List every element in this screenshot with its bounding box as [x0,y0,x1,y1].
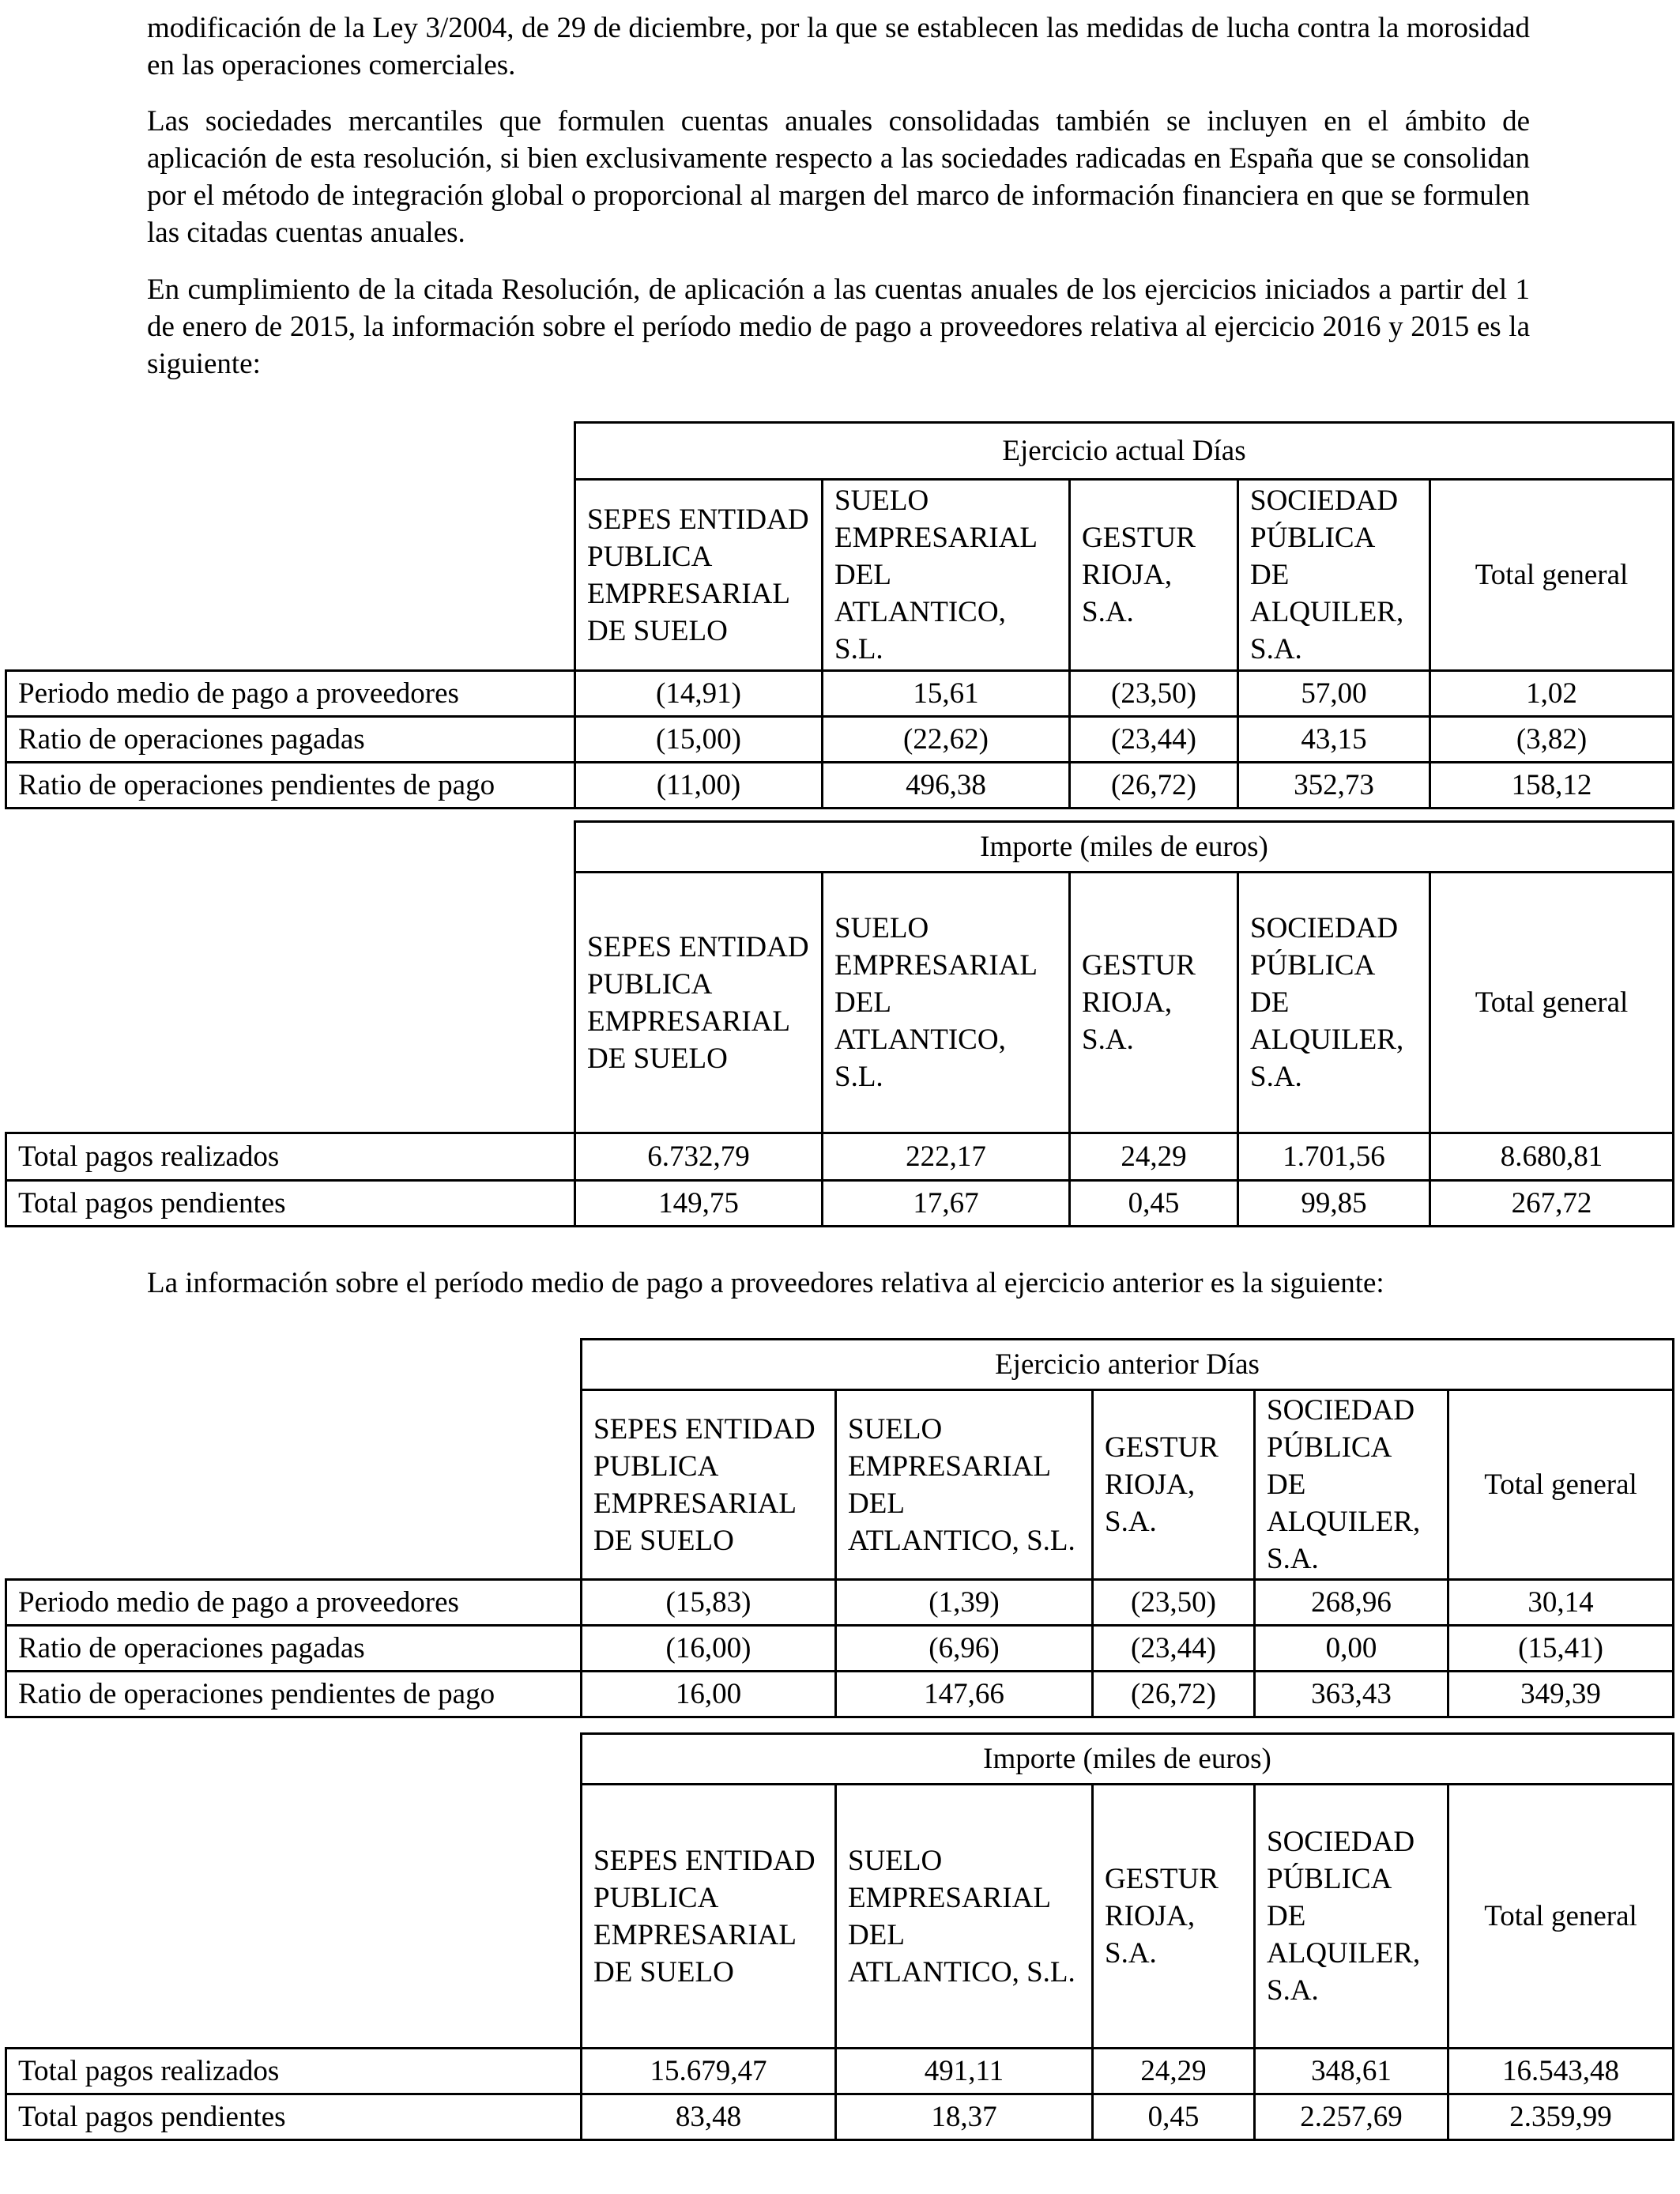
cell-value: 222,17 [823,1133,1070,1181]
cell-value: 0,45 [1070,1181,1238,1227]
column-header: GESTUR RIOJA, S.A. [1070,873,1238,1133]
table-row [6,2094,1674,2140]
cell-value: 15,61 [823,671,1070,717]
row-label: Total pagos pendientes [6,1181,575,1227]
column-header: GESTUR RIOJA, S.A. [1093,1785,1255,2049]
cell-value: (26,72) [1070,763,1238,809]
column-header: Total general [1448,1390,1674,1580]
cell-value: (14,91) [575,671,823,717]
column-header: SEPES ENTIDAD PUBLICA EMPRESARIAL DE SUELO [582,1390,836,1580]
cell-value: 2.257,69 [1255,2094,1448,2140]
cell-value: 8.680,81 [1430,1133,1674,1181]
table-row [6,671,1674,717]
row-label: Periodo medio de pago a proveedores [6,1580,582,1626]
cell-value: 17,67 [823,1181,1070,1227]
paragraph-compliance: En cumplimiento de la citada Resolución, de aplicación a las cuentas anuales de los ejercicios iniciados a partir del 1 de enero de 2015, la información sobre el período medio de pago a proveedores relativa al ejercicio 2016 y 2015 es la siguiente: [147,273,1530,380]
cell-value: 16.543,48 [1448,2049,1674,2094]
cell-value: (22,62) [823,717,1070,763]
table-row [6,763,1674,809]
cell-value: 0,45 [1093,2094,1255,2140]
cell-value: (15,41) [1448,1626,1674,1672]
column-header: SUELO EMPRESARIAL DEL ATLANTICO, S.L. [836,1390,1093,1580]
cell-value: 57,00 [1238,671,1430,717]
cell-value: 348,61 [1255,2049,1448,2094]
cell-value: 267,72 [1430,1181,1674,1227]
column-header: SEPES ENTIDAD PUBLICA EMPRESARIAL DE SUELO [575,873,823,1133]
cell-value: 24,29 [1070,1133,1238,1181]
column-header: GESTUR RIOJA, S.A. [1070,480,1238,671]
paragraph-intro: modificación de la Ley 3/2004, de 29 de diciembre, por la que se establecen las medidas de lucha contra la morosidad en las operaciones comerciales. [147,12,1530,81]
cell-value: 158,12 [1430,763,1674,809]
cell-value: 30,14 [1448,1580,1674,1626]
cell-value: 2.359,99 [1448,2094,1674,2140]
table-prior-amount [5,1732,1674,2141]
cell-value: 1,02 [1430,671,1674,717]
cell-value: 24,29 [1093,2049,1255,2094]
column-header: SOCIEDAD PÚBLICA DE ALQUILER, S.A. [1238,873,1430,1133]
cell-value: 268,96 [1255,1580,1448,1626]
cell-value: 352,73 [1238,763,1430,809]
cell-value: 83,48 [582,2094,836,2140]
table-prior-days [5,1338,1674,1718]
cell-value: 0,00 [1255,1626,1448,1672]
cell-value: 6.732,79 [575,1133,823,1181]
cell-value: (3,82) [1430,717,1674,763]
column-header: GESTUR RIOJA, S.A. [1093,1390,1255,1580]
cell-value: (23,50) [1093,1580,1255,1626]
table-title: Ejercicio actual Días [575,423,1674,480]
row-label: Ratio de operaciones pendientes de pago [6,1672,582,1717]
column-header: SOCIEDAD PÚBLICA DE ALQUILER, S.A. [1255,1785,1448,2049]
table-title: Importe (miles de euros) [575,822,1674,873]
paragraph-consolidated: Las sociedades mercantiles que formulen cuentas anuales consolidadas también se incluyen en el ámbito de aplicación de esta resolución, si bien exclusivamente respecto a las sociedades radicadas en España que se consolidan por el método de integración global o proporcional al margen del marco de información financiera en que se formulen las citadas cuentas anuales. [147,105,1530,249]
row-label: Ratio de operaciones pagadas [6,1626,582,1672]
cell-value: 43,15 [1238,717,1430,763]
cell-value: 149,75 [575,1181,823,1227]
cell-value: (6,96) [836,1626,1093,1672]
cell-value: 363,43 [1255,1672,1448,1717]
cell-value: 491,11 [836,2049,1093,2094]
column-header: Total general [1448,1785,1674,2049]
cell-value: (15,83) [582,1580,836,1626]
table-current-days [5,421,1674,809]
cell-value: (26,72) [1093,1672,1255,1717]
cell-value: 16,00 [582,1672,836,1717]
cell-value: 15.679,47 [582,2049,836,2094]
column-header: SUELO EMPRESARIAL DEL ATLANTICO, S.L. [836,1785,1093,2049]
cell-value: (23,50) [1070,671,1238,717]
row-label: Ratio de operaciones pagadas [6,717,575,763]
table-current-amount [5,820,1674,1227]
row-label: Total pagos pendientes [6,2094,582,2140]
cell-value: (1,39) [836,1580,1093,1626]
cell-value: 496,38 [823,763,1070,809]
row-label: Periodo medio de pago a proveedores [6,671,575,717]
table-row [6,2049,1674,2094]
column-header: SUELO EMPRESARIAL DEL ATLANTICO, S.L. [823,873,1070,1133]
table-row [6,717,1674,763]
cell-value: 349,39 [1448,1672,1674,1717]
cell-value: 18,37 [836,2094,1093,2140]
cell-value: 1.701,56 [1238,1133,1430,1181]
cell-value: 99,85 [1238,1181,1430,1227]
paragraph-prior-year: La información sobre el período medio de pago a proveedores relativa al ejercicio anterior es la siguiente: [147,1267,1384,1299]
table-title: Ejercicio anterior Días [582,1340,1674,1390]
row-label: Total pagos realizados [6,2049,582,2094]
table-row [6,1580,1674,1626]
cell-value: (16,00) [582,1626,836,1672]
cell-value: (15,00) [575,717,823,763]
cell-value: (11,00) [575,763,823,809]
column-header: SOCIEDAD PÚBLICA DE ALQUILER, S.A. [1238,480,1430,671]
cell-value: 147,66 [836,1672,1093,1717]
table-row [6,1133,1674,1181]
cell-value: (23,44) [1070,717,1238,763]
table-row [6,1672,1674,1717]
column-header: SEPES ENTIDAD PUBLICA EMPRESARIAL DE SUELO [582,1785,836,2049]
column-header: SUELO EMPRESARIAL DEL ATLANTICO, S.L. [823,480,1070,671]
column-header: Total general [1430,480,1674,671]
column-header: Total general [1430,873,1674,1133]
table-row [6,1626,1674,1672]
cell-value: (23,44) [1093,1626,1255,1672]
column-header: SEPES ENTIDAD PUBLICA EMPRESARIAL DE SUELO [575,480,823,671]
row-label: Ratio de operaciones pendientes de pago [6,763,575,809]
table-row [6,1181,1674,1227]
table-title: Importe (miles de euros) [582,1734,1674,1785]
row-label: Total pagos realizados [6,1133,575,1181]
column-header: SOCIEDAD PÚBLICA DE ALQUILER, S.A. [1255,1390,1448,1580]
